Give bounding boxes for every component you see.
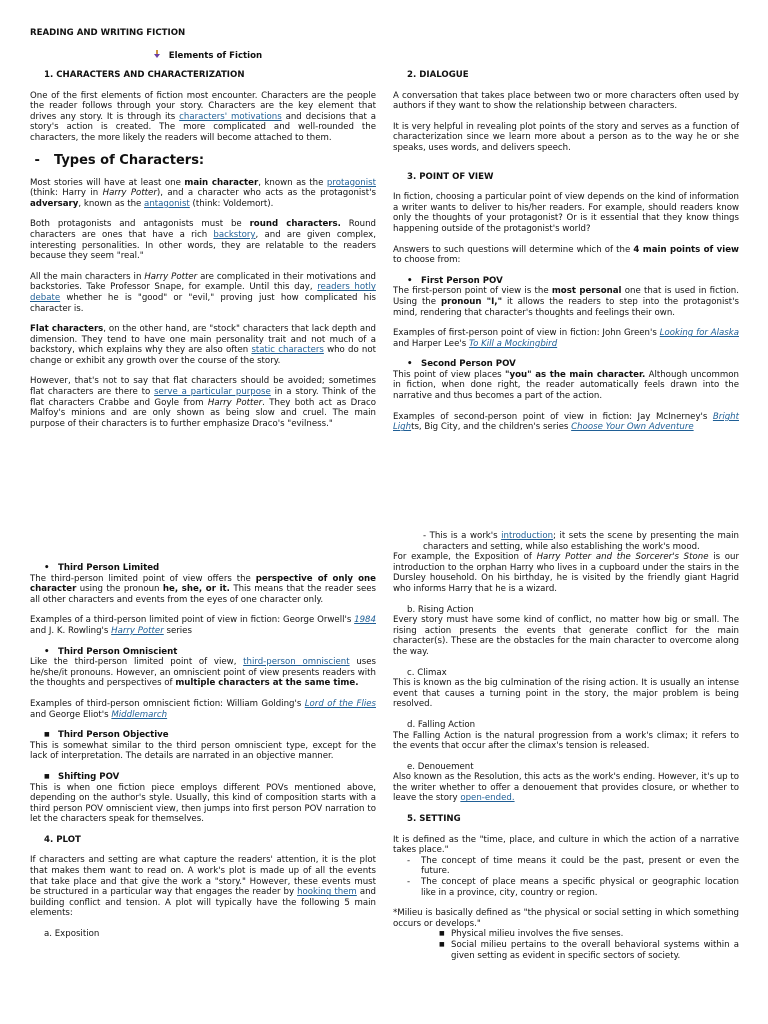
plot-element-label: c. Climax <box>407 667 447 678</box>
paragraph: Like the third-person limited point of view, third-person omniscient uses he/she/it pronouns. However, an omniscient point of view presents readers with the thoughts and perspectives of multiple characters at the same time. <box>30 657 377 689</box>
pov-heading: • First Person POV <box>407 276 739 287</box>
paragraph: In fiction, choosing a particular point of view depends on the kind of information a writer wants to deliver to his/her readers. For example, should readers know only the thoughts of your protagonist? Or is it essential that they know things happening outside of the protagonist's world? <box>393 192 739 234</box>
plot-element-label: e. Denouement <box>407 761 474 772</box>
subtitle: Elements of Fiction <box>168 51 263 61</box>
pov-heading: ■ Third Person Objective <box>44 730 376 741</box>
paragraph: It is very helpful in revealing plot points of the story and serves as a function of characterization since we learn more about a person as to the way he or she speaks, uses words, and delivers speech. <box>393 121 739 153</box>
plot-element-label: b. Rising Action <box>407 604 474 615</box>
pov-heading: • Third Person Omniscient <box>44 647 376 658</box>
pov-heading: • Second Person POV <box>407 359 739 370</box>
paragraph: If characters and setting are what capture the readers' attention, it is the plot that makes them want to read on. A work's plot is made up of all the events that take place and that give the work a "story." However, these events must be structured in a particular way that engages the reader by hooking them and building conflict and tension. A plot will typically have the following 5 main elements: <box>30 855 376 919</box>
link[interactable]: readers hotly debate <box>30 282 376 303</box>
paragraph: Examples of a third-person limited point of view in fiction: George Orwell's 1984 and J. K. Rowling's Harry Potter series <box>30 615 376 636</box>
paragraph: It is defined as the "time, place, and culture in which the action of a narrative takes place." <box>393 834 739 856</box>
paragraph: All the main characters in Harry Potter are complicated in their motivations and backstories. Take Professor Snape, for example. Until this day, readers hotly debate whether he is "good" or "evil," proving just how complicated his character is. <box>30 271 376 314</box>
link[interactable]: antagonist <box>144 198 190 209</box>
link[interactable]: To Kill a Mockingbird <box>468 338 558 349</box>
document-title: READING AND WRITING FICTION <box>30 28 186 38</box>
types-heading: - Types of Characters: <box>30 152 205 168</box>
link[interactable]: Choose Your Own Adventure <box>571 422 694 433</box>
paragraph: Flat characters, on the other hand, are "stock" characters that lack depth and dimension. They tend to have one main personality trait and not much of a backstory, which explains why they are also often static characters who do not change or exhibit any growth over the course of the story. <box>30 324 376 366</box>
paragraph: The Falling Action is the natural progression from a work's climax; it refers to the events that occur after the climax's tension is released. <box>393 730 739 752</box>
link[interactable]: protagonist <box>326 177 376 188</box>
paragraph: This is when one fiction piece employs different POVs mentioned above, depending on the author's style. Usually, this kind of composition starts with a third person POV omniscient view, then jumps into first person POV narration to let the characters speak for themselves. <box>30 782 376 825</box>
paragraph: The first-person point of view is the most personal one that is used in fiction. Using the pronoun "I," it allows the readers to step into the protagonist's mind, rendering that character's thoughts and feelings their own. <box>393 286 740 318</box>
paragraph: This is known as the big culmination of the rising action. It is usually an intense event that causes a turning point in the story, the major problem is being resolved. <box>393 678 739 710</box>
paragraph: - This is a work's introduction; it sets the scene by presenting the main characters and setting, while also establishing the work's mood. <box>423 531 739 552</box>
link[interactable]: Bright Ligh <box>393 411 739 433</box>
list-item: - The concept of time means it could be the past, present or even the future. <box>393 856 739 877</box>
link[interactable]: serve a particular purpose <box>154 387 271 398</box>
paragraph: One of the first elements of fiction most encounter. Characters are the people the reader follows through your story. Characters are the key element that drives any story. It is through its characters' motivations and decisions that a story's action is created. The more complicated and well-rounded the characters, the more likely the readers will become attached to them. <box>30 90 376 143</box>
paragraph: For example, the Exposition of Harry Potter and the Sorcerer's Stone is our introduction to the orphan Harry who lives in a cupboard under the stairs in the Dursley household. On his birthday, he is visited by the friendly giant Hagrid who informs Harry that he is a wizard. <box>393 552 740 594</box>
section-plot-continued <box>393 531 739 961</box>
section-heading: 3. POINT OF VIEW <box>407 171 494 182</box>
link[interactable]: characters' motivations <box>179 111 282 122</box>
link[interactable]: third-person omniscient <box>243 657 350 668</box>
pov-heading: • Third Person Limited <box>44 563 376 574</box>
section-pov-continued <box>30 563 376 940</box>
section-heading: 1. CHARACTERS AND CHARACTERIZATION <box>44 70 245 80</box>
section-dialogue-pov <box>393 70 739 433</box>
subtitle-block <box>152 49 372 62</box>
link[interactable]: backstory <box>213 229 256 240</box>
plot-element-label: a. Exposition <box>44 929 100 940</box>
link[interactable]: open-ended. <box>460 793 515 804</box>
link[interactable]: 1984 <box>354 615 376 626</box>
arrow-bullet-icon <box>152 49 162 59</box>
paragraph: Every story must have some kind of conflict, no matter how big or small. The rising action presents the events that generate conflict for the main character(s). These are the obstacles for the main character to overcome along the way. <box>393 615 739 657</box>
paragraph: Most stories will have at least one main character, known as the protagonist (think: Harry in Harry Potter), and a character who acts as the protagonist's adversary, known as the antagonist (think: Voldemort). <box>30 177 376 209</box>
paragraph: Examples of third-person omniscient fiction: William Golding's Lord of the Flies and George Eliot's Middlemarch <box>30 698 376 720</box>
pov-heading: ■ Shifting POV <box>44 772 376 783</box>
section-heading: 2. DIALOGUE <box>407 70 469 80</box>
paragraph: A conversation that takes place between two or more characters often used by authors if they want to show the relationship between characters. <box>393 90 739 112</box>
section-characters <box>30 70 376 429</box>
link[interactable]: hooking them <box>297 887 357 898</box>
paragraph: Answers to such questions will determine which of the 4 main points of view to choose from: <box>393 244 739 266</box>
milieu-list <box>393 929 739 961</box>
paragraph: Examples of second-person point of view in fiction: Jay McInerney's Bright Lights, Big City, and the children's series Choose Your Own Adventure <box>393 411 739 433</box>
paragraph: This is somewhat similar to the third person omniscient type, except for the lack of interpretation. The details are narrated in an objective manner. <box>30 740 376 762</box>
plot-element-label: d. Falling Action <box>407 719 476 730</box>
link[interactable]: static characters <box>251 345 324 356</box>
link[interactable]: Lord of the Flies <box>304 698 376 709</box>
section-heading: 4. PLOT <box>44 834 81 845</box>
paragraph: However, that's not to say that flat characters should be avoided; sometimes flat characters are there to serve a particular purpose in a story. Think of the flat characters Crabbe and Goyle from Harry Potter. They both act as Draco Malfoy's minions and are only shown as being slow and cruel. The main purpose of their characters is to further emphasize Draco's "evilness." <box>30 376 376 429</box>
list-item: ■ Social milieu pertains to the overall behavioral systems within a given setting as evident in specific sectors of society. <box>393 940 739 961</box>
link[interactable]: Harry Potter <box>111 625 164 636</box>
paragraph: *Milieu is basically defined as "the physical or social setting in which something occurs or develops." <box>393 908 739 929</box>
paragraph: The third-person limited point of view offers the perspective of only one character using the pronoun he, she, or it. This means that the reader sees all other characters and events from the eyes of one character only. <box>30 573 377 605</box>
paragraph: This point of view places "you" as the main character. Although uncommon in fiction, when done right, the reader automatically feels drawn into the narrative and thus becomes a part of the action. <box>393 369 739 402</box>
paragraph: Examples of first-person point of view in fiction: John Green's Looking for Alaska and Harper Lee's To Kill a Mockingbird <box>393 328 739 349</box>
link[interactable]: introduction <box>501 531 554 541</box>
list-item: - The concept of place means a specific physical or geographic location like in a province, city, country or region. <box>393 877 739 898</box>
section-heading: 5. SETTING <box>407 814 461 825</box>
setting-list <box>393 856 739 898</box>
paragraph: Both protagonists and antagonists must be round characters. Round characters are ones that have a rich backstory, and are given complex, interesting personalities. In other words, they are relatable to the readers because they seem "real." <box>30 219 376 262</box>
list-item: ■ Physical milieu involves the five senses. <box>393 929 739 940</box>
paragraph: Also known as the Resolution, this acts as the work's ending. However, it's up to the writer whether to offer a denouement that provides closure, or whether to leave the story open-ended. <box>393 772 739 804</box>
link[interactable]: Looking for Alaska <box>659 328 739 339</box>
link[interactable]: Middlemarch <box>111 709 168 720</box>
